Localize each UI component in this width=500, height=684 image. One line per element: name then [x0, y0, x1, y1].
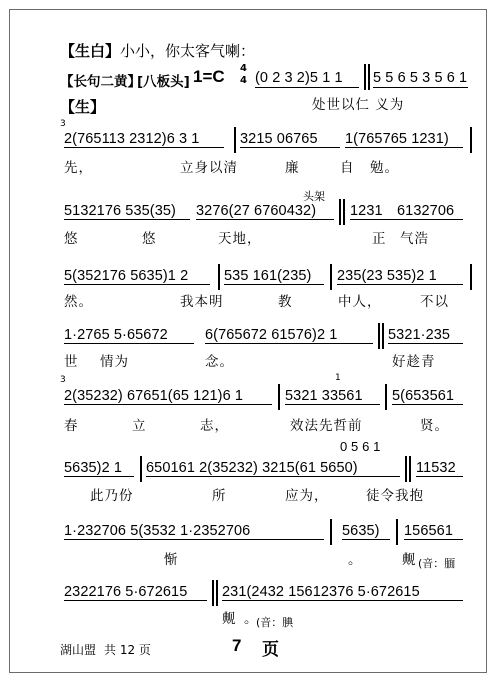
lyric: 不以 — [420, 294, 449, 310]
barline — [278, 384, 280, 410]
lyric: 勉。 — [370, 160, 399, 176]
notes: 5132176 535(35) — [64, 203, 176, 219]
notes-above: 0 5 6 1 — [340, 439, 381, 454]
lyric: 惭 — [164, 552, 179, 568]
barline — [212, 580, 214, 606]
barline — [343, 199, 345, 225]
lyric: 世 — [64, 354, 79, 370]
notes: 235(23 535)2 1 — [337, 268, 437, 284]
lyric: 正 — [372, 231, 387, 247]
lyric: 徒令我抱 — [366, 488, 424, 504]
barline — [218, 264, 220, 290]
notes: 11532 — [416, 460, 456, 476]
notes: 5635)2 1 — [64, 460, 123, 476]
lyric: 悠 — [142, 231, 157, 247]
barline — [330, 264, 332, 290]
pronunciation-note: (音：腼 — [418, 557, 456, 570]
lyric: 我本明 — [180, 294, 224, 310]
barline — [470, 127, 472, 153]
notes: 231(2432 15612376 5·672615 — [222, 584, 420, 600]
lyric: 立 — [132, 418, 147, 434]
notes: 5(653561 — [392, 388, 455, 404]
barline — [364, 64, 366, 90]
notes: 3276(27 6760432) — [196, 203, 317, 219]
notes: 1(765765 1231) — [345, 131, 449, 147]
lyric: 觍 — [222, 611, 237, 627]
lyric: 应为， — [285, 488, 329, 504]
speech-role: 【生白】 — [60, 42, 121, 60]
lyric: 好趁青 — [392, 354, 436, 370]
notes: 5635) — [342, 523, 380, 539]
grace-note: 1 — [335, 373, 341, 383]
lyric: 立身以清 — [180, 160, 238, 176]
meter-bottom: 4 — [240, 75, 247, 86]
notes: 1·2765 5·65672 — [64, 327, 168, 343]
lyric: 念。 — [205, 354, 234, 370]
meter-top: 4 — [240, 63, 247, 74]
footer-title: 湖山盟 — [60, 643, 97, 657]
notes: 650161 2(35232) 3215(61 5650) — [146, 460, 358, 476]
lyric: 悠 — [64, 231, 79, 247]
barline — [368, 64, 370, 90]
banqiang-label: 【长句二黄】 — [60, 74, 141, 90]
lyric: 廉 — [285, 160, 300, 176]
lyric: 所 — [212, 488, 227, 504]
lyric: 教 — [278, 294, 293, 310]
barline — [140, 456, 142, 482]
lyric: 气浩 — [400, 231, 429, 247]
footer-total: 共 12 页 — [104, 643, 151, 657]
lyric: 觍 — [402, 552, 417, 568]
barline — [409, 456, 411, 482]
notes: 5321·235 — [388, 327, 451, 343]
lyric: 天地， — [218, 231, 262, 247]
lyric: 自 — [340, 160, 355, 176]
barline — [470, 264, 472, 290]
notes: 3215 06765 — [240, 131, 318, 147]
barline — [216, 580, 218, 606]
notes: 156561 — [404, 523, 453, 539]
bantou-label: [八板头] — [137, 74, 190, 90]
lyric: 。 — [348, 552, 363, 568]
intro-notes-b: 5 5 6 5 3 5 6 1 — [373, 70, 468, 86]
role-sheng: 【生】 — [60, 98, 106, 116]
notes: 2(765113 2312)6 3 1 — [64, 131, 200, 147]
grace-note: 3 — [60, 375, 66, 385]
notes: 5321 33561 — [285, 388, 363, 404]
barline — [330, 519, 332, 545]
lyric: 情为 — [100, 354, 129, 370]
lyric: 效法先哲前 — [290, 418, 363, 434]
marker-toujia: 头架 — [303, 190, 325, 203]
notes: 535 161(235) — [224, 268, 312, 284]
notes: 2(35232) 67651(65 121)6 1 — [64, 388, 244, 404]
lyric: 先， — [64, 160, 93, 176]
lyric: 中人， — [338, 294, 382, 310]
pronunciation-note: (音：腆 — [256, 616, 294, 629]
lyric: 然。 — [64, 294, 93, 310]
key-signature: 1=C — [193, 67, 225, 86]
lyric: 春 — [64, 418, 79, 434]
notes: 6(765672 61576)2 1 — [205, 327, 338, 343]
barline — [382, 323, 384, 349]
intro-notes: (0 2 3 2)5 1 1 — [255, 70, 343, 86]
notes: 2322176 5·672615 — [64, 584, 188, 600]
barline — [378, 323, 380, 349]
notes: 1231 — [350, 203, 383, 219]
barline — [396, 519, 398, 545]
lyric: 志， — [200, 418, 229, 434]
barline — [405, 456, 407, 482]
page-number: 7 — [232, 636, 242, 655]
barline — [385, 384, 387, 410]
lyric: 。 — [244, 611, 259, 627]
speech-text: 小小，你太客气喇： — [120, 42, 256, 60]
notes: 5(352176 5635)1 2 — [64, 268, 189, 284]
notes: 1·232706 5(3532 1·2352706 — [64, 523, 251, 539]
lyric: 此乃份 — [90, 488, 134, 504]
lyric: 贤。 — [420, 418, 449, 434]
barline — [339, 199, 341, 225]
notes: 6132706 — [397, 203, 455, 219]
page-label: 页 — [262, 640, 279, 660]
grace-note: 3 — [60, 119, 66, 129]
barline — [234, 127, 236, 153]
lyric-line-1: 处世以仁 义为 — [312, 97, 405, 113]
